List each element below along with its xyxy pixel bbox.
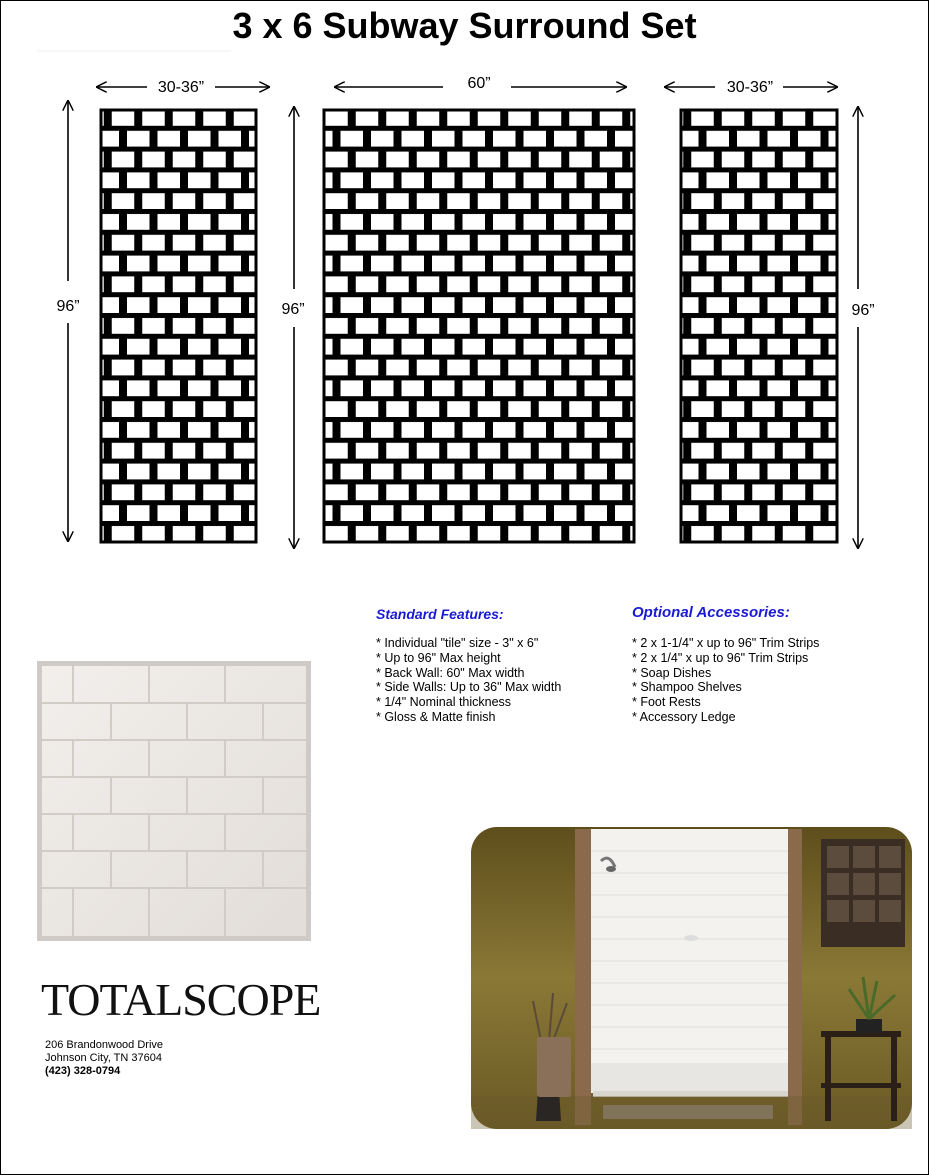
back-width-dimension bbox=[335, 75, 626, 92]
right-width-label: 30-36” bbox=[726, 79, 774, 96]
phone-number: (423) 328-0794 bbox=[45, 1065, 121, 1077]
list-item: * 1/4" Nominal thickness bbox=[376, 695, 512, 710]
list-item: * Back Wall: 60" Max width bbox=[376, 665, 525, 680]
back-width-label: 60” bbox=[467, 75, 491, 92]
company-address bbox=[45, 1039, 163, 1078]
middle-height-label: 96” bbox=[281, 301, 305, 318]
list-item: * Up to 96" Max height bbox=[376, 650, 501, 665]
list-item: * Accessory Ledge bbox=[632, 709, 736, 724]
address-line-2: Johnson City, TN 37604 bbox=[45, 1052, 162, 1064]
middle-height-dimension bbox=[281, 107, 304, 548]
left-side-panel bbox=[100, 109, 257, 543]
standard-features-list bbox=[376, 636, 561, 725]
left-height-dimension bbox=[56, 101, 79, 541]
back-wall-panel bbox=[323, 109, 635, 543]
left-width-dimension bbox=[97, 79, 269, 96]
list-item: * Foot Rests bbox=[632, 695, 701, 710]
list-item: * Shampoo Shelves bbox=[632, 680, 742, 695]
list-item: * Side Walls: Up to 36" Max width bbox=[376, 680, 562, 695]
list-item: * 2 x 1/4" x up to 96" Trim Strips bbox=[632, 650, 809, 665]
company-logo: TOTALSCOPE bbox=[41, 974, 321, 1025]
left-height-label: 96” bbox=[56, 298, 80, 315]
list-item: * Soap Dishes bbox=[632, 665, 712, 680]
left-width-label: 30-36” bbox=[157, 79, 205, 96]
list-item: * Gloss & Matte finish bbox=[376, 709, 496, 724]
right-side-panel bbox=[680, 109, 838, 543]
address-line-1: 206 Brandonwood Drive bbox=[45, 1039, 164, 1051]
page-title: 3 x 6 Subway Surround Set bbox=[232, 5, 697, 46]
right-height-label: 96” bbox=[851, 302, 875, 319]
optional-accessories-heading: Optional Accessories: bbox=[632, 604, 790, 621]
list-item: * 2 x 1-1/4" x up to 96" Trim Strips bbox=[632, 636, 820, 650]
optional-accessories-list bbox=[632, 636, 819, 725]
right-width-dimension bbox=[665, 79, 837, 96]
tile-sample-swatch bbox=[37, 661, 311, 941]
shower-photo bbox=[471, 827, 912, 1129]
list-item: * Individual "tile" size - 3" x 6" bbox=[376, 636, 539, 650]
right-height-dimension bbox=[851, 107, 874, 548]
standard-features-heading: Standard Features: bbox=[376, 606, 504, 622]
